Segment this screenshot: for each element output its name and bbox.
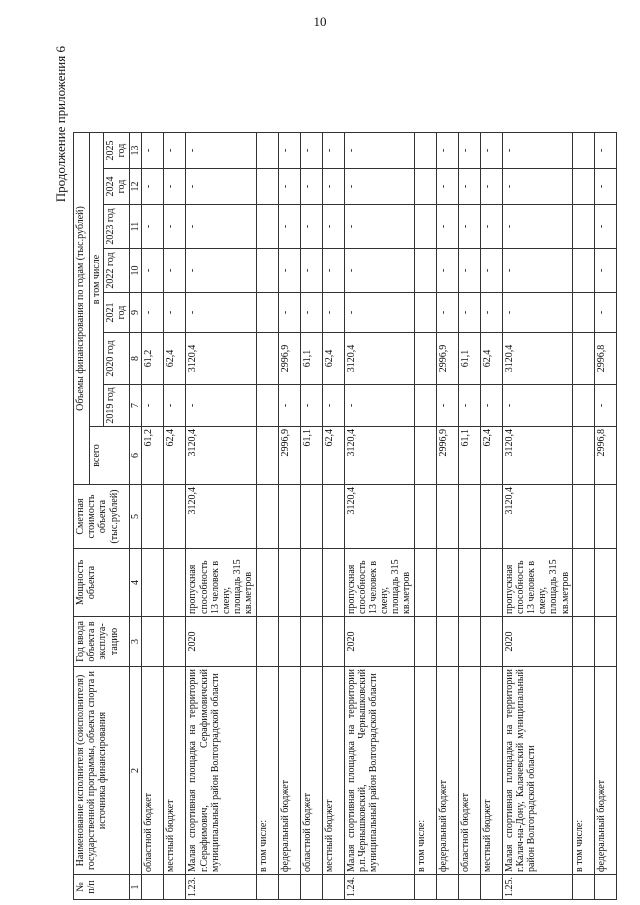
row-value: - — [278, 249, 300, 293]
row-value: - — [436, 385, 458, 427]
row-value: - — [322, 133, 344, 169]
table-row — [414, 133, 436, 900]
row-value: - — [300, 205, 322, 249]
row-value: - — [300, 249, 322, 293]
row-value: - — [164, 293, 186, 333]
column-number: 10 — [130, 249, 142, 293]
row-capacity — [300, 549, 322, 617]
row-number — [436, 875, 458, 900]
row-total: 62,4 — [322, 427, 344, 485]
row-capacity — [458, 549, 480, 617]
header-name: Наименование исполнителя (соисполнителя) государственной программы, объекта спорта и источника финансирования — [74, 667, 130, 875]
row-value — [414, 293, 436, 333]
row-total: 61,1 — [300, 427, 322, 485]
row-value — [414, 205, 436, 249]
header-year-5: 2024 год — [104, 169, 130, 205]
row-name: в том числе: — [572, 667, 594, 875]
row-total: 2996,9 — [278, 427, 300, 485]
row-value: - — [300, 169, 322, 205]
column-number: 1 — [130, 875, 142, 900]
row-value: - — [278, 169, 300, 205]
row-value: - — [142, 385, 164, 427]
row-value: 61,2 — [142, 333, 164, 385]
row-year — [164, 617, 186, 667]
row-value: - — [164, 205, 186, 249]
row-value — [256, 169, 278, 205]
row-value: - — [142, 169, 164, 205]
row-number — [300, 875, 322, 900]
row-value: - — [480, 169, 502, 205]
row-value: - — [300, 385, 322, 427]
row-value — [414, 169, 436, 205]
header-funding: Объемы финансирования по годам (тыс.рублей) — [74, 133, 90, 485]
row-value: - — [594, 169, 616, 205]
row-name: федеральный бюджет — [436, 667, 458, 875]
row-name: местный бюджет — [322, 667, 344, 875]
row-value: - — [344, 249, 414, 293]
row-number — [480, 875, 502, 900]
row-value: - — [278, 293, 300, 333]
row-value: - — [480, 385, 502, 427]
row-capacity — [572, 549, 594, 617]
header-year-6: 2025 год — [104, 133, 130, 169]
row-year — [458, 617, 480, 667]
table-row — [322, 133, 344, 900]
row-value: - — [502, 169, 572, 205]
row-value: - — [480, 205, 502, 249]
row-total: 3120,4 — [186, 427, 256, 485]
row-cost — [414, 485, 436, 549]
table-row — [458, 133, 480, 900]
header-cost: Сметная стоимость объекта (тыс.рублей) — [74, 485, 130, 549]
row-value: 3120,4 — [186, 333, 256, 385]
row-cost: 3120,4 — [502, 485, 572, 549]
funding-table — [73, 132, 617, 900]
row-year — [278, 617, 300, 667]
row-name: областной бюджет — [458, 667, 480, 875]
row-value — [572, 205, 594, 249]
row-value: 3120,4 — [344, 333, 414, 385]
column-number: 5 — [130, 485, 142, 549]
row-capacity — [322, 549, 344, 617]
row-value: - — [458, 133, 480, 169]
row-capacity — [594, 549, 616, 617]
row-cost — [480, 485, 502, 549]
row-value — [572, 333, 594, 385]
row-value: - — [458, 385, 480, 427]
header-capacity: Мощность объекта — [74, 549, 130, 617]
row-value: - — [186, 205, 256, 249]
row-value: - — [278, 385, 300, 427]
row-number — [458, 875, 480, 900]
row-value: - — [436, 293, 458, 333]
row-value: - — [164, 133, 186, 169]
table-row — [572, 133, 594, 900]
row-value: - — [164, 249, 186, 293]
row-value: - — [164, 385, 186, 427]
row-value: - — [502, 205, 572, 249]
row-value: - — [458, 249, 480, 293]
column-number: 2 — [130, 667, 142, 875]
row-total: 62,4 — [164, 427, 186, 485]
row-number: 1.24. — [344, 875, 414, 900]
row-total: 61,1 — [458, 427, 480, 485]
row-cost — [322, 485, 344, 549]
row-value — [414, 385, 436, 427]
row-cost — [300, 485, 322, 549]
row-value: - — [300, 133, 322, 169]
column-number: 3 — [130, 617, 142, 667]
header-year-1: 2020 год — [104, 333, 130, 385]
column-number: 6 — [130, 427, 142, 485]
row-value: 2996,9 — [278, 333, 300, 385]
row-value: - — [594, 385, 616, 427]
row-value: - — [300, 293, 322, 333]
row-cost — [278, 485, 300, 549]
row-name: федеральный бюджет — [594, 667, 616, 875]
row-value: - — [142, 133, 164, 169]
continuation-label: Продолжение приложения 6 — [53, 46, 68, 203]
row-total: 3120,4 — [344, 427, 414, 485]
table-row — [278, 133, 300, 900]
row-value — [572, 249, 594, 293]
row-value: 61,1 — [300, 333, 322, 385]
row-value: - — [458, 169, 480, 205]
row-value: - — [480, 133, 502, 169]
row-value: - — [436, 205, 458, 249]
row-total: 62,4 — [480, 427, 502, 485]
row-cost: 3120,4 — [186, 485, 256, 549]
row-year — [480, 617, 502, 667]
row-value: - — [502, 133, 572, 169]
row-cost — [164, 485, 186, 549]
table-row — [436, 133, 458, 900]
table-row — [142, 133, 164, 900]
row-value: - — [594, 249, 616, 293]
row-value: - — [594, 205, 616, 249]
column-number: 11 — [130, 205, 142, 249]
column-number: 12 — [130, 169, 142, 205]
row-number — [164, 875, 186, 900]
row-name: местный бюджет — [164, 667, 186, 875]
row-number: 1.23. — [186, 875, 256, 900]
row-value: 61,1 — [458, 333, 480, 385]
row-value — [256, 333, 278, 385]
row-capacity — [142, 549, 164, 617]
header-year-4: 2023 год — [104, 205, 130, 249]
row-value: - — [278, 205, 300, 249]
row-value: 3120,4 — [502, 333, 572, 385]
row-value: - — [142, 249, 164, 293]
row-value: - — [344, 133, 414, 169]
row-value: - — [322, 169, 344, 205]
row-cost: 3120,4 — [344, 485, 414, 549]
row-value — [414, 249, 436, 293]
row-capacity: пропускная способность 13 человек в смену, площадь 315 кв.метров — [186, 549, 256, 617]
table-row — [480, 133, 502, 900]
header-year-2: 2021 год — [104, 293, 130, 333]
row-value: - — [436, 249, 458, 293]
rotated-table-area — [53, 40, 607, 900]
row-cost — [142, 485, 164, 549]
row-capacity: пропускная способность 13 человек в смену, площадь 315 кв.метров — [502, 549, 572, 617]
row-value: - — [436, 169, 458, 205]
row-value — [572, 293, 594, 333]
column-number: 13 — [130, 133, 142, 169]
row-number — [322, 875, 344, 900]
row-value: - — [322, 293, 344, 333]
row-value: 62,4 — [164, 333, 186, 385]
row-value — [414, 333, 436, 385]
row-value — [572, 169, 594, 205]
page-number: 10 — [313, 14, 327, 29]
row-capacity: пропускная способность 13 человек в смену, площадь 315 кв.метров — [344, 549, 414, 617]
row-value: 62,4 — [322, 333, 344, 385]
row-name: федеральный бюджет — [278, 667, 300, 875]
row-value: - — [186, 249, 256, 293]
row-value: 62,4 — [480, 333, 502, 385]
table-row — [594, 133, 616, 900]
row-year — [436, 617, 458, 667]
row-value: - — [502, 385, 572, 427]
row-total — [572, 427, 594, 485]
row-value: - — [186, 133, 256, 169]
row-value: - — [594, 293, 616, 333]
row-number — [572, 875, 594, 900]
row-value: 2996,8 — [594, 333, 616, 385]
row-value — [256, 293, 278, 333]
row-year — [300, 617, 322, 667]
header-year-3: 2022 год — [104, 249, 130, 293]
row-value: - — [594, 133, 616, 169]
row-value: - — [436, 133, 458, 169]
table-row — [502, 133, 572, 900]
row-value: - — [164, 169, 186, 205]
row-value — [572, 385, 594, 427]
row-total — [256, 427, 278, 485]
row-total: 2996,8 — [594, 427, 616, 485]
row-year — [594, 617, 616, 667]
row-value — [256, 385, 278, 427]
row-value: - — [344, 205, 414, 249]
row-year — [322, 617, 344, 667]
row-number — [414, 875, 436, 900]
row-cost — [594, 485, 616, 549]
row-value — [256, 133, 278, 169]
row-value: - — [502, 293, 572, 333]
row-value: - — [458, 205, 480, 249]
row-name: областной бюджет — [300, 667, 322, 875]
row-name: Малая спортивная площадка на территории г.Серафимович, Серафимовичский муниципальный район Волгоградской области — [186, 667, 256, 875]
row-year — [572, 617, 594, 667]
row-value: - — [344, 293, 414, 333]
row-value: 2996,9 — [436, 333, 458, 385]
row-value: - — [502, 249, 572, 293]
column-number: 7 — [130, 385, 142, 427]
column-number: 9 — [130, 293, 142, 333]
row-year — [142, 617, 164, 667]
row-name: Малая спортивная площадка на территории г.Калач-на-Дону, Калачевский муниципальный район Волгоградской области — [502, 667, 572, 875]
row-value — [256, 249, 278, 293]
header-no: № п/п — [74, 875, 130, 900]
table-row — [344, 133, 414, 900]
row-value: - — [278, 133, 300, 169]
row-value: - — [322, 249, 344, 293]
row-cost — [572, 485, 594, 549]
header-total: всего — [90, 427, 130, 485]
row-total: 2996,9 — [436, 427, 458, 485]
row-year: 2020 — [186, 617, 256, 667]
row-value: - — [142, 205, 164, 249]
row-number — [142, 875, 164, 900]
row-capacity — [480, 549, 502, 617]
row-value: - — [142, 293, 164, 333]
row-value — [414, 133, 436, 169]
row-value: - — [186, 169, 256, 205]
row-year: 2020 — [502, 617, 572, 667]
row-total — [414, 427, 436, 485]
table-row — [256, 133, 278, 900]
row-value: - — [186, 293, 256, 333]
header-year-0: 2019 год — [104, 385, 130, 427]
row-number — [594, 875, 616, 900]
row-value — [572, 133, 594, 169]
row-name: местный бюджет — [480, 667, 502, 875]
row-capacity — [436, 549, 458, 617]
row-value: - — [322, 205, 344, 249]
row-value — [256, 205, 278, 249]
row-total: 61,2 — [142, 427, 164, 485]
row-value: - — [458, 293, 480, 333]
row-year — [414, 617, 436, 667]
row-cost — [256, 485, 278, 549]
row-value: - — [322, 385, 344, 427]
row-capacity — [256, 549, 278, 617]
row-number — [256, 875, 278, 900]
row-cost — [458, 485, 480, 549]
row-value: - — [344, 169, 414, 205]
column-number: 8 — [130, 333, 142, 385]
row-year: 2020 — [344, 617, 414, 667]
column-number: 4 — [130, 549, 142, 617]
row-capacity — [414, 549, 436, 617]
row-name: в том числе: — [414, 667, 436, 875]
table-row — [164, 133, 186, 900]
row-name: областной бюджет — [142, 667, 164, 875]
row-name: Малая спортивная площадка на территории р.п.Чернышковский, Чернышковский муниципальный район Волгоградской области — [344, 667, 414, 875]
row-number: 1.25. — [502, 875, 572, 900]
header-year: Год ввода объекта в эксплуа-тацию — [74, 617, 130, 667]
row-name: в том числе: — [256, 667, 278, 875]
row-total: 3120,4 — [502, 427, 572, 485]
row-value: - — [344, 385, 414, 427]
row-capacity — [278, 549, 300, 617]
row-capacity — [164, 549, 186, 617]
header-incl: в том числе — [90, 133, 104, 427]
table-row — [186, 133, 256, 900]
row-year — [256, 617, 278, 667]
row-value: - — [480, 249, 502, 293]
table-row — [300, 133, 322, 900]
row-number — [278, 875, 300, 900]
row-value: - — [480, 293, 502, 333]
row-value: - — [186, 385, 256, 427]
row-cost — [436, 485, 458, 549]
